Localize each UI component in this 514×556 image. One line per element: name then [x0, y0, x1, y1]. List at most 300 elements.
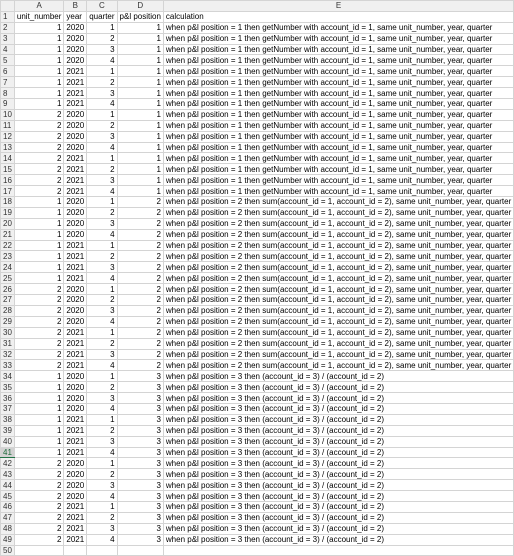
- cell-year[interactable]: 2020: [64, 305, 87, 316]
- cell-calculation[interactable]: when p&l position = 3 then (account_id = 3) / (account_id = 2): [163, 501, 513, 512]
- cell-quarter-header[interactable]: quarter: [87, 11, 117, 22]
- cell-unit-number[interactable]: 2: [14, 164, 63, 175]
- row-header[interactable]: 14: [1, 153, 15, 164]
- cell-pl-position[interactable]: 2: [117, 197, 163, 208]
- cell-quarter[interactable]: 4: [87, 316, 117, 327]
- cell-pl-position[interactable]: 2: [117, 338, 163, 349]
- cell-unit-number[interactable]: 1: [14, 77, 63, 88]
- cell-year[interactable]: 2021: [64, 77, 87, 88]
- cell-calculation[interactable]: when p&l position = 2 then sum(account_id = 1, account_id = 2), same unit_number, year, quarter: [163, 251, 513, 262]
- cell-quarter[interactable]: 3: [87, 436, 117, 447]
- cell-quarter[interactable]: 2: [87, 469, 117, 480]
- cell-unit-number[interactable]: 2: [14, 501, 63, 512]
- row-header[interactable]: 40: [1, 436, 15, 447]
- cell-pl-position[interactable]: 1: [117, 142, 163, 153]
- cell-quarter[interactable]: 4: [87, 491, 117, 502]
- cell-year[interactable]: 2021: [64, 414, 87, 425]
- cell-unit-number[interactable]: 2: [14, 120, 63, 131]
- cell-quarter[interactable]: 3: [87, 88, 117, 99]
- row-header[interactable]: 16: [1, 175, 15, 186]
- row-header[interactable]: 8: [1, 88, 15, 99]
- cell-calculation[interactable]: when p&l position = 2 then sum(account_id = 1, account_id = 2), same unit_number, year, quarter: [163, 349, 513, 360]
- cell-quarter[interactable]: 2: [87, 338, 117, 349]
- row-header[interactable]: 21: [1, 229, 15, 240]
- cell-unit-number[interactable]: 2: [14, 131, 63, 142]
- cell-quarter[interactable]: 2: [87, 120, 117, 131]
- cell-year[interactable]: 2020: [64, 491, 87, 502]
- cell-quarter[interactable]: 2: [87, 251, 117, 262]
- cell-pl-position[interactable]: 3: [117, 458, 163, 469]
- cell-pl-position[interactable]: 1: [117, 55, 163, 66]
- cell-calculation[interactable]: when p&l position = 3 then (account_id = 3) / (account_id = 2): [163, 480, 513, 491]
- cell-year[interactable]: 2020: [64, 458, 87, 469]
- row-header[interactable]: 26: [1, 284, 15, 295]
- cell-pl-position[interactable]: 2: [117, 316, 163, 327]
- cell-calculation[interactable]: when p&l position = 1 then getNumber with account_id = 1, same unit_number, year, quarter: [163, 88, 513, 99]
- cell-calculation[interactable]: when p&l position = 1 then getNumber with account_id = 1, same unit_number, year, quarter: [163, 120, 513, 131]
- row-header[interactable]: 15: [1, 164, 15, 175]
- row-header[interactable]: 48: [1, 523, 15, 534]
- cell-calculation[interactable]: when p&l position = 1 then getNumber with account_id = 1, same unit_number, year, quarter: [163, 109, 513, 120]
- column-header-a[interactable]: A: [14, 1, 63, 12]
- row-header[interactable]: 31: [1, 338, 15, 349]
- cell-unit-number[interactable]: 1: [14, 240, 63, 251]
- cell-quarter[interactable]: 1: [87, 153, 117, 164]
- cell-unit-number[interactable]: 2: [14, 491, 63, 502]
- cell-calculation[interactable]: when p&l position = 2 then sum(account_id = 1, account_id = 2), same unit_number, year, quarter: [163, 327, 513, 338]
- cell-calculation[interactable]: when p&l position = 2 then sum(account_id = 1, account_id = 2), same unit_number, year, quarter: [163, 360, 513, 371]
- cell-quarter[interactable]: 1: [87, 197, 117, 208]
- cell-unit-number[interactable]: 2: [14, 153, 63, 164]
- cell-pl-position[interactable]: 2: [117, 251, 163, 262]
- cell-year[interactable]: 2021: [64, 338, 87, 349]
- row-header[interactable]: 12: [1, 131, 15, 142]
- cell-calculation[interactable]: when p&l position = 1 then getNumber with account_id = 1, same unit_number, year, quarter: [163, 55, 513, 66]
- cell-year[interactable]: 2021: [64, 512, 87, 523]
- column-header-d[interactable]: D: [117, 1, 163, 12]
- row-header[interactable]: 29: [1, 316, 15, 327]
- cell-pl-position[interactable]: 1: [117, 120, 163, 131]
- cell-pl-position[interactable]: 3: [117, 414, 163, 425]
- cell-calculation[interactable]: when p&l position = 1 then getNumber with account_id = 1, same unit_number, year, quarter: [163, 66, 513, 77]
- cell-unit-number[interactable]: 1: [14, 273, 63, 284]
- cell-pl-position[interactable]: 3: [117, 469, 163, 480]
- cell-calculation[interactable]: when p&l position = 1 then getNumber with account_id = 1, same unit_number, year, quarter: [163, 131, 513, 142]
- cell-quarter[interactable]: 3: [87, 393, 117, 404]
- cell-unit-number[interactable]: 1: [14, 44, 63, 55]
- row-header[interactable]: 28: [1, 305, 15, 316]
- row-header[interactable]: 27: [1, 295, 15, 306]
- cell-quarter[interactable]: 2: [87, 425, 117, 436]
- row-header[interactable]: 39: [1, 425, 15, 436]
- cell-unit-number[interactable]: 2: [14, 305, 63, 316]
- cell-unit-number[interactable]: 1: [14, 99, 63, 110]
- cell-year[interactable]: 2021: [64, 436, 87, 447]
- row-header[interactable]: 5: [1, 55, 15, 66]
- cell-quarter[interactable]: 3: [87, 523, 117, 534]
- cell-unit-number[interactable]: 1: [14, 382, 63, 393]
- cell-year[interactable]: 2021: [64, 523, 87, 534]
- cell-unit-number[interactable]: 2: [14, 469, 63, 480]
- cell-pl-position[interactable]: 3: [117, 480, 163, 491]
- cell-calculation[interactable]: when p&l position = 2 then sum(account_id = 1, account_id = 2), same unit_number, year, quarter: [163, 284, 513, 295]
- cell-quarter[interactable]: 4: [87, 186, 117, 197]
- row-header[interactable]: 30: [1, 327, 15, 338]
- cell-unit-number[interactable]: 2: [14, 534, 63, 545]
- cell-year[interactable]: 2020: [64, 382, 87, 393]
- cell-year[interactable]: 2021: [64, 349, 87, 360]
- cell-unit-number[interactable]: 2: [14, 327, 63, 338]
- cell-quarter[interactable]: 4: [87, 273, 117, 284]
- cell-calculation[interactable]: when p&l position = 3 then (account_id = 3) / (account_id = 2): [163, 371, 513, 382]
- cell-pl-position[interactable]: 3: [117, 393, 163, 404]
- row-header[interactable]: 49: [1, 534, 15, 545]
- cell-calculation[interactable]: when p&l position = 2 then sum(account_id = 1, account_id = 2), same unit_number, year, quarter: [163, 305, 513, 316]
- cell-year[interactable]: 2021: [64, 262, 87, 273]
- cell-year[interactable]: 2021: [64, 240, 87, 251]
- cell-quarter[interactable]: 4: [87, 447, 117, 458]
- row-header[interactable]: 24: [1, 262, 15, 273]
- cell-year[interactable]: 2021: [64, 88, 87, 99]
- cell-year[interactable]: 2021: [64, 425, 87, 436]
- cell-quarter[interactable]: 1: [87, 371, 117, 382]
- row-header[interactable]: 6: [1, 66, 15, 77]
- cell-year[interactable]: 2021: [64, 66, 87, 77]
- cell-unit-number[interactable]: 1: [14, 22, 63, 33]
- cell-pl-position[interactable]: 2: [117, 284, 163, 295]
- cell-year[interactable]: 2020: [64, 33, 87, 44]
- cell-calculation[interactable]: when p&l position = 3 then (account_id = 3) / (account_id = 2): [163, 436, 513, 447]
- cell-year[interactable]: 2020: [64, 284, 87, 295]
- cell-unit-number[interactable]: 2: [14, 349, 63, 360]
- cell-pl-position[interactable]: 2: [117, 262, 163, 273]
- cell-unit-number[interactable]: 1: [14, 447, 63, 458]
- row-header[interactable]: 45: [1, 491, 15, 502]
- column-header-c[interactable]: C: [87, 1, 117, 12]
- row-header[interactable]: 3: [1, 33, 15, 44]
- cell-pl-position[interactable]: 2: [117, 295, 163, 306]
- cell-calculation[interactable]: [163, 545, 513, 556]
- cell-unit-number[interactable]: 1: [14, 66, 63, 77]
- row-header[interactable]: 50: [1, 545, 15, 556]
- cell-year[interactable]: 2020: [64, 218, 87, 229]
- cell-unit-number[interactable]: 2: [14, 175, 63, 186]
- cell-pl-position[interactable]: 1: [117, 109, 163, 120]
- cell-year[interactable]: 2020: [64, 55, 87, 66]
- cell-calculation[interactable]: when p&l position = 2 then sum(account_id = 1, account_id = 2), same unit_number, year, quarter: [163, 262, 513, 273]
- cell-year[interactable]: 2020: [64, 44, 87, 55]
- cell-calculation[interactable]: when p&l position = 2 then sum(account_id = 1, account_id = 2), same unit_number, year, quarter: [163, 273, 513, 284]
- cell-unit-number[interactable]: 1: [14, 414, 63, 425]
- cell-year[interactable]: 2020: [64, 480, 87, 491]
- cell-pl-position[interactable]: 1: [117, 22, 163, 33]
- row-header[interactable]: 43: [1, 469, 15, 480]
- cell-year[interactable]: 2021: [64, 273, 87, 284]
- row-header[interactable]: 7: [1, 77, 15, 88]
- cell-calculation[interactable]: when p&l position = 1 then getNumber with account_id = 1, same unit_number, year, quarter: [163, 175, 513, 186]
- cell-calculation[interactable]: when p&l position = 3 then (account_id = 3) / (account_id = 2): [163, 414, 513, 425]
- cell-pl-position[interactable]: 3: [117, 523, 163, 534]
- cell-calculation[interactable]: when p&l position = 3 then (account_id = 3) / (account_id = 2): [163, 458, 513, 469]
- cell-year[interactable]: 2021: [64, 175, 87, 186]
- cell-calculation[interactable]: when p&l position = 3 then (account_id = 3) / (account_id = 2): [163, 425, 513, 436]
- cell-quarter[interactable]: 4: [87, 99, 117, 110]
- cell-unit-number[interactable]: 2: [14, 360, 63, 371]
- cell-unit-number[interactable]: 1: [14, 371, 63, 382]
- cell-pl-position[interactable]: 3: [117, 371, 163, 382]
- cell-year[interactable]: 2020: [64, 295, 87, 306]
- cell-pl-position[interactable]: 2: [117, 207, 163, 218]
- cell-calculation[interactable]: when p&l position = 1 then getNumber with account_id = 1, same unit_number, year, quarter: [163, 77, 513, 88]
- cell-unit-number[interactable]: 2: [14, 284, 63, 295]
- cell-quarter[interactable]: 4: [87, 142, 117, 153]
- cell-pl-position[interactable]: 2: [117, 273, 163, 284]
- cell-quarter[interactable]: 1: [87, 458, 117, 469]
- cell-calculation[interactable]: when p&l position = 1 then getNumber with account_id = 1, same unit_number, year, quarter: [163, 44, 513, 55]
- cell-pl-position[interactable]: 1: [117, 99, 163, 110]
- cell-quarter[interactable]: 2: [87, 33, 117, 44]
- cell-pl-position[interactable]: 1: [117, 44, 163, 55]
- cell-pl-position[interactable]: 2: [117, 360, 163, 371]
- cell-pl-position[interactable]: 1: [117, 77, 163, 88]
- cell-quarter[interactable]: 2: [87, 164, 117, 175]
- cell-year[interactable]: 2020: [64, 142, 87, 153]
- cell-pl-position[interactable]: 1: [117, 33, 163, 44]
- cell-pl-position[interactable]: 1: [117, 88, 163, 99]
- row-header[interactable]: 13: [1, 142, 15, 153]
- cell-unit-number[interactable]: 2: [14, 109, 63, 120]
- cell-calculation[interactable]: when p&l position = 3 then (account_id = 3) / (account_id = 2): [163, 523, 513, 534]
- column-header-e[interactable]: E: [163, 1, 513, 12]
- cell-unit-number[interactable]: 1: [14, 207, 63, 218]
- cell-quarter[interactable]: 3: [87, 175, 117, 186]
- cell-pl-position[interactable]: 3: [117, 436, 163, 447]
- cell-pl-position[interactable]: 1: [117, 186, 163, 197]
- cell-quarter[interactable]: [87, 545, 117, 556]
- cell-unit-number[interactable]: 1: [14, 425, 63, 436]
- row-header[interactable]: 37: [1, 403, 15, 414]
- cell-quarter[interactable]: 4: [87, 360, 117, 371]
- cell-pl-position[interactable]: 3: [117, 501, 163, 512]
- cell-quarter[interactable]: 2: [87, 382, 117, 393]
- cell-unit-number[interactable]: 1: [14, 218, 63, 229]
- cell-year[interactable]: 2021: [64, 186, 87, 197]
- cell-calculation[interactable]: when p&l position = 2 then sum(account_id = 1, account_id = 2), same unit_number, year, quarter: [163, 218, 513, 229]
- cell-pl-position[interactable]: 3: [117, 512, 163, 523]
- row-header[interactable]: 2: [1, 22, 15, 33]
- cell-calculation[interactable]: when p&l position = 1 then getNumber with account_id = 1, same unit_number, year, quarter: [163, 186, 513, 197]
- cell-unit-number[interactable]: 2: [14, 458, 63, 469]
- row-header[interactable]: 41: [1, 447, 15, 458]
- cell-calculation[interactable]: when p&l position = 2 then sum(account_id = 1, account_id = 2), same unit_number, year, quarter: [163, 240, 513, 251]
- cell-pl-position[interactable]: 2: [117, 240, 163, 251]
- cell-pl-position[interactable]: 2: [117, 218, 163, 229]
- cell-year[interactable]: 2020: [64, 22, 87, 33]
- cell-quarter[interactable]: 1: [87, 327, 117, 338]
- cell-pl-position[interactable]: 2: [117, 229, 163, 240]
- row-header[interactable]: 22: [1, 240, 15, 251]
- column-header-b[interactable]: B: [64, 1, 87, 12]
- cell-calculation[interactable]: when p&l position = 2 then sum(account_id = 1, account_id = 2), same unit_number, year, quarter: [163, 338, 513, 349]
- cell-year[interactable]: 2020: [64, 229, 87, 240]
- cell-calculation[interactable]: when p&l position = 3 then (account_id = 3) / (account_id = 2): [163, 512, 513, 523]
- row-header[interactable]: 32: [1, 349, 15, 360]
- row-header[interactable]: 46: [1, 501, 15, 512]
- cell-pl-position[interactable]: 3: [117, 491, 163, 502]
- cell-quarter[interactable]: 3: [87, 305, 117, 316]
- cell-pl-position[interactable]: 3: [117, 534, 163, 545]
- cell-unit-number[interactable]: 2: [14, 295, 63, 306]
- cell-unit-number[interactable]: 2: [14, 523, 63, 534]
- row-header[interactable]: 44: [1, 480, 15, 491]
- row-header[interactable]: 11: [1, 120, 15, 131]
- cell-unit-number[interactable]: 1: [14, 436, 63, 447]
- cell-quarter[interactable]: 4: [87, 229, 117, 240]
- cell-quarter[interactable]: 1: [87, 284, 117, 295]
- cell-year[interactable]: 2020: [64, 109, 87, 120]
- cell-pl-position[interactable]: 1: [117, 153, 163, 164]
- row-header[interactable]: 36: [1, 393, 15, 404]
- row-header[interactable]: 42: [1, 458, 15, 469]
- row-header[interactable]: 20: [1, 218, 15, 229]
- row-header[interactable]: 23: [1, 251, 15, 262]
- cell-year[interactable]: 2020: [64, 197, 87, 208]
- cell-calculation[interactable]: when p&l position = 3 then (account_id = 3) / (account_id = 2): [163, 382, 513, 393]
- cell-calculation[interactable]: when p&l position = 3 then (account_id = 3) / (account_id = 2): [163, 491, 513, 502]
- cell-year[interactable]: [64, 545, 87, 556]
- row-header[interactable]: 18: [1, 197, 15, 208]
- row-header[interactable]: 47: [1, 512, 15, 523]
- cell-pl-position[interactable]: 3: [117, 425, 163, 436]
- cell-pl-position[interactable]: 2: [117, 305, 163, 316]
- cell-year[interactable]: 2021: [64, 447, 87, 458]
- row-header[interactable]: 33: [1, 360, 15, 371]
- cell-unit-number[interactable]: 2: [14, 512, 63, 523]
- select-all-corner[interactable]: [1, 1, 15, 12]
- row-header[interactable]: 34: [1, 371, 15, 382]
- cell-unit-number[interactable]: 2: [14, 316, 63, 327]
- cell-calculation[interactable]: when p&l position = 3 then (account_id = 3) / (account_id = 2): [163, 469, 513, 480]
- cell-unit-number[interactable]: 1: [14, 262, 63, 273]
- cell-calculation[interactable]: when p&l position = 2 then sum(account_id = 1, account_id = 2), same unit_number, year, quarter: [163, 316, 513, 327]
- cell-pl-position[interactable]: 3: [117, 447, 163, 458]
- cell-unit-number[interactable]: [14, 545, 63, 556]
- cell-calculation[interactable]: when p&l position = 2 then sum(account_id = 1, account_id = 2), same unit_number, year, quarter: [163, 295, 513, 306]
- cell-year[interactable]: 2020: [64, 120, 87, 131]
- cell-quarter[interactable]: 1: [87, 240, 117, 251]
- cell-quarter[interactable]: 1: [87, 414, 117, 425]
- row-header[interactable]: 9: [1, 99, 15, 110]
- cell-pl-position[interactable]: 1: [117, 66, 163, 77]
- cell-pl-position[interactable]: 1: [117, 164, 163, 175]
- cell-calculation[interactable]: when p&l position = 2 then sum(account_id = 1, account_id = 2), same unit_number, year, quarter: [163, 207, 513, 218]
- cell-year[interactable]: 2020: [64, 403, 87, 414]
- cell-quarter[interactable]: 2: [87, 207, 117, 218]
- cell-year-header[interactable]: year: [64, 11, 87, 22]
- cell-pl-position[interactable]: 1: [117, 175, 163, 186]
- cell-quarter[interactable]: 4: [87, 403, 117, 414]
- cell-quarter[interactable]: 3: [87, 131, 117, 142]
- cell-unit-number-header[interactable]: unit_number: [14, 11, 63, 22]
- cell-pl-position[interactable]: [117, 545, 163, 556]
- cell-unit-number[interactable]: 2: [14, 480, 63, 491]
- cell-year[interactable]: 2020: [64, 469, 87, 480]
- row-header[interactable]: 38: [1, 414, 15, 425]
- cell-unit-number[interactable]: 2: [14, 338, 63, 349]
- row-header[interactable]: 19: [1, 207, 15, 218]
- row-header[interactable]: 17: [1, 186, 15, 197]
- cell-pl-position[interactable]: 2: [117, 327, 163, 338]
- cell-year[interactable]: 2020: [64, 207, 87, 218]
- cell-quarter[interactable]: 2: [87, 77, 117, 88]
- cell-quarter[interactable]: 4: [87, 55, 117, 66]
- cell-year[interactable]: 2020: [64, 371, 87, 382]
- cell-year[interactable]: 2021: [64, 534, 87, 545]
- cell-unit-number[interactable]: 2: [14, 186, 63, 197]
- cell-quarter[interactable]: 2: [87, 512, 117, 523]
- cell-unit-number[interactable]: 1: [14, 33, 63, 44]
- cell-quarter[interactable]: 1: [87, 22, 117, 33]
- cell-pl-position[interactable]: 3: [117, 382, 163, 393]
- cell-calculation[interactable]: when p&l position = 2 then sum(account_id = 1, account_id = 2), same unit_number, year, quarter: [163, 229, 513, 240]
- cell-calculation[interactable]: when p&l position = 1 then getNumber with account_id = 1, same unit_number, year, quarter: [163, 99, 513, 110]
- cell-calculation[interactable]: when p&l position = 1 then getNumber with account_id = 1, same unit_number, year, quarter: [163, 33, 513, 44]
- cell-year[interactable]: 2021: [64, 501, 87, 512]
- cell-calculation[interactable]: when p&l position = 1 then getNumber with account_id = 1, same unit_number, year, quarter: [163, 22, 513, 33]
- cell-year[interactable]: 2021: [64, 153, 87, 164]
- cell-unit-number[interactable]: 1: [14, 55, 63, 66]
- cell-quarter[interactable]: 3: [87, 218, 117, 229]
- cell-quarter[interactable]: 3: [87, 44, 117, 55]
- cell-quarter[interactable]: 3: [87, 349, 117, 360]
- cell-calculation[interactable]: when p&l position = 1 then getNumber with account_id = 1, same unit_number, year, quarter: [163, 142, 513, 153]
- cell-year[interactable]: 2020: [64, 393, 87, 404]
- cell-quarter[interactable]: 1: [87, 501, 117, 512]
- cell-unit-number[interactable]: 1: [14, 229, 63, 240]
- cell-calculation-header[interactable]: calculation: [163, 11, 513, 22]
- cell-year[interactable]: 2020: [64, 131, 87, 142]
- cell-quarter[interactable]: 1: [87, 109, 117, 120]
- cell-year[interactable]: 2021: [64, 251, 87, 262]
- cell-unit-number[interactable]: 1: [14, 88, 63, 99]
- cell-year[interactable]: 2020: [64, 316, 87, 327]
- cell-calculation[interactable]: when p&l position = 3 then (account_id = 3) / (account_id = 2): [163, 534, 513, 545]
- cell-calculation[interactable]: when p&l position = 1 then getNumber with account_id = 1, same unit_number, year, quarter: [163, 153, 513, 164]
- cell-pl-position[interactable]: 3: [117, 403, 163, 414]
- cell-unit-number[interactable]: 1: [14, 393, 63, 404]
- cell-unit-number[interactable]: 2: [14, 142, 63, 153]
- cell-calculation[interactable]: when p&l position = 3 then (account_id = 3) / (account_id = 2): [163, 447, 513, 458]
- cell-quarter[interactable]: 3: [87, 262, 117, 273]
- cell-calculation[interactable]: when p&l position = 3 then (account_id = 3) / (account_id = 2): [163, 403, 513, 414]
- row-header[interactable]: 35: [1, 382, 15, 393]
- cell-year[interactable]: 2021: [64, 99, 87, 110]
- row-header[interactable]: 4: [1, 44, 15, 55]
- cell-calculation[interactable]: when p&l position = 1 then getNumber with account_id = 1, same unit_number, year, quarter: [163, 164, 513, 175]
- cell-quarter[interactable]: 2: [87, 295, 117, 306]
- cell-unit-number[interactable]: 1: [14, 251, 63, 262]
- row-header[interactable]: 1: [1, 11, 15, 22]
- cell-pl-position-header[interactable]: p&l position: [117, 11, 163, 22]
- cell-quarter[interactable]: 4: [87, 534, 117, 545]
- row-header[interactable]: 25: [1, 273, 15, 284]
- cell-year[interactable]: 2021: [64, 164, 87, 175]
- cell-unit-number[interactable]: 1: [14, 197, 63, 208]
- row-header[interactable]: 10: [1, 109, 15, 120]
- cell-pl-position[interactable]: 1: [117, 131, 163, 142]
- cell-unit-number[interactable]: 1: [14, 403, 63, 414]
- cell-calculation[interactable]: when p&l position = 3 then (account_id = 3) / (account_id = 2): [163, 393, 513, 404]
